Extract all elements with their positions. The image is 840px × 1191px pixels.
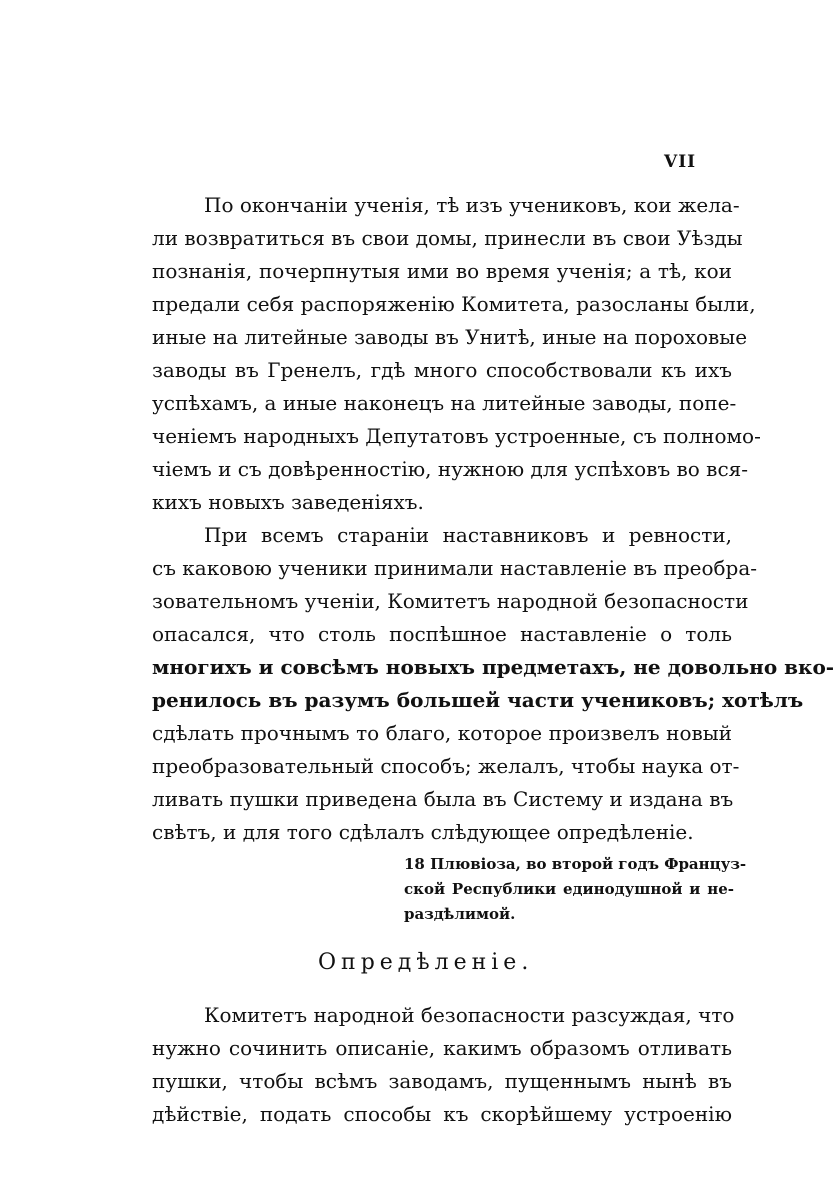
text-line: познанія, почерпнутыя ими во время ученія; а тѣ, кои [152,259,732,283]
note-line: ской Республики единодушной и не- [404,880,734,898]
text-line: ченіемъ народныхъ Депутатовъ устроенные, съ полномо- [152,424,761,448]
section-heading: Опредѣленіе. [318,950,534,975]
text-line: преобразовательный способъ; желалъ, чтобы наука от- [152,754,740,778]
text-line: сдѣлать прочнымъ то благо, которое произвелъ новый [152,721,732,745]
text-line: кихъ новыхъ заведеніяхъ. [152,490,424,514]
note-line: раздѣлимой. [404,905,516,923]
text-line: съ каковою ученики принимали наставленіе въ преобра- [152,556,758,580]
text-line: ренилось въ разумъ большей части учениковъ; хотѣлъ [152,688,804,712]
text-line: опасался, что столь поспѣшное наставленіе о толь [152,622,732,646]
text-line: При всемъ стараніи наставниковъ и ревности, [204,523,732,547]
text-line: заводы въ Гренелъ, гдѣ много способствовали къ ихъ [152,358,732,382]
text-line: Комитетъ народной безопасности разсуждая, что [204,1003,735,1027]
text-line: дѣйствіе, подать способы къ скорѣйшему устроенію [152,1102,732,1126]
text-line: иные на литейные заводы въ Унитѣ, иные на пороховые [152,325,748,349]
text-line: многихъ и совсѣмъ новыхъ предметахъ, не довольно вко- [152,655,835,679]
text-line: По окончаніи ученія, тѣ изъ учениковъ, кои жела- [204,193,740,217]
text-line: нужно сочинить описаніе, какимъ образомъ отливать [152,1036,732,1060]
text-line: чіемъ и съ довѣренностію, нужною для успѣховъ во вся- [152,457,749,481]
text-line: ли возвратиться въ свои домы, принесли въ свои Уѣзды [152,226,743,250]
text-line: предали себя распоряженію Комитета, разосланы были, [152,292,756,316]
text-line: пушки, чтобы всѣмъ заводамъ, пущеннымъ нынѣ въ [152,1069,732,1093]
text-line: успѣхамъ, а иные наконецъ на литейные заводы, попе- [152,391,737,415]
text-line: ливать пушки приведена была въ Систему и издана въ [152,787,734,811]
note-line: 18 Плювіоза, во второй годъ Француз- [404,855,747,873]
page-number: VII [664,152,697,172]
text-line: свѣтъ, и для того сдѣлалъ слѣдующее опредѣленіе. [152,820,694,844]
text-line: зовательномъ ученіи, Комитетъ народной безопасности [152,589,749,613]
